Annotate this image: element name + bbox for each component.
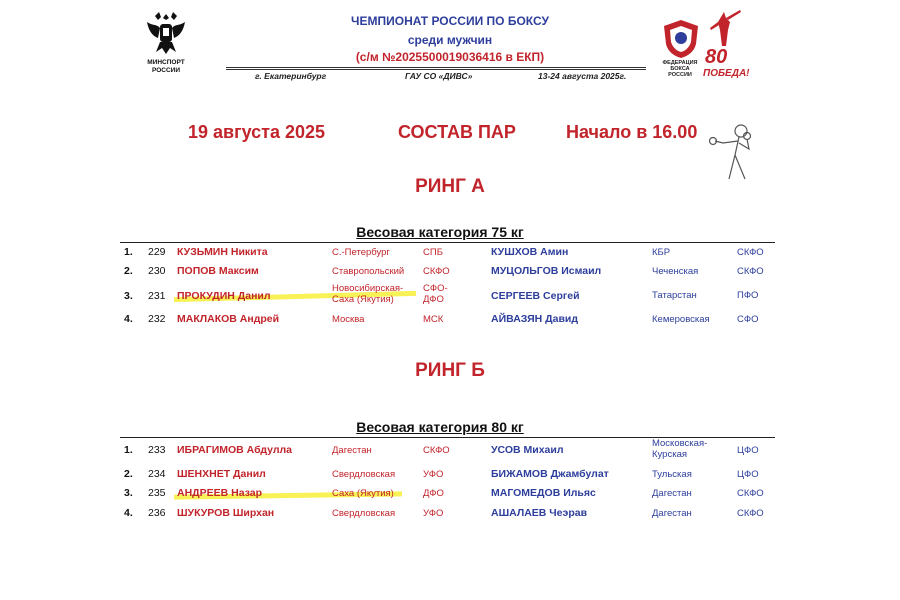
blue-corner-region: Кемеровская bbox=[652, 314, 710, 325]
bout-number: 231 bbox=[148, 290, 166, 302]
blue-corner-district: ПФО bbox=[737, 290, 759, 301]
red-corner-region: Новосибирская-Саха (Якутия) bbox=[332, 283, 404, 305]
federation-caption: ФЕДЕРАЦИЯ БОКСА РОССИИ bbox=[662, 60, 698, 78]
blue-corner-name: УСОВ Михаил bbox=[491, 444, 564, 456]
blue-corner-name: МУЦОЛЬГОВ Исмаил bbox=[491, 265, 602, 277]
red-corner-name: АНДРЕЕВ Назар bbox=[177, 487, 263, 499]
ring-a-divider bbox=[120, 242, 775, 243]
red-corner-name: ШЕНХНЕТ Данил bbox=[177, 468, 266, 480]
bout-number: 229 bbox=[148, 246, 166, 258]
table-row bbox=[0, 468, 900, 488]
ekp-number: (с/м №2025500019036416 в ЕКП) bbox=[355, 50, 545, 64]
red-corner-region: Свердловская bbox=[332, 508, 396, 519]
ring-a-weight-category: Весовая категория 75 кг bbox=[356, 224, 524, 240]
red-corner-region: Дагестан bbox=[332, 445, 372, 456]
table-row bbox=[0, 313, 900, 333]
blue-corner-district: СФО bbox=[737, 314, 759, 325]
federation-shield-icon bbox=[662, 18, 700, 60]
red-corner-name: КУЗЬМИН Никита bbox=[177, 246, 268, 258]
bout-number: 233 bbox=[148, 444, 166, 456]
bout-date: 19 августа 2025 bbox=[188, 122, 326, 142]
red-corner-name: ПРОКУДИН Данил bbox=[177, 290, 271, 302]
header-divider bbox=[226, 67, 646, 68]
anniversary-80: 80 bbox=[705, 46, 728, 68]
red-corner-region: Свердловская bbox=[332, 469, 396, 480]
blue-corner-region: Татарстан bbox=[652, 290, 697, 301]
double-headed-eagle-icon bbox=[143, 8, 189, 58]
red-corner-district: СФО-ДФО bbox=[423, 283, 448, 305]
bout-number: 230 bbox=[148, 265, 166, 277]
blue-corner-region: Тульская bbox=[652, 469, 692, 480]
blue-corner-district: СКФО bbox=[737, 508, 764, 519]
blue-corner-name: КУШХОВ Амин bbox=[491, 246, 569, 258]
table-row bbox=[0, 487, 900, 507]
blue-corner-region: КБР bbox=[652, 247, 671, 258]
blue-corner-region: Дагестан bbox=[652, 488, 692, 499]
red-corner-district: МСК bbox=[423, 314, 444, 325]
blue-corner-district: СКФО bbox=[737, 266, 764, 277]
bout-index: 4. bbox=[124, 313, 133, 325]
red-corner-district: СПБ bbox=[423, 247, 443, 258]
blue-corner-region: Московская-Курская bbox=[652, 438, 708, 460]
table-row bbox=[0, 282, 900, 310]
blue-corner-name: БИЖАМОВ Джамбулат bbox=[491, 468, 609, 480]
red-corner-name: ШУКУРОВ Ширхан bbox=[177, 507, 275, 519]
red-corner-district: СКФО bbox=[423, 266, 450, 277]
bout-index: 4. bbox=[124, 507, 133, 519]
red-corner-region: С.-Петербург bbox=[332, 247, 390, 258]
blue-corner-district: ЦФО bbox=[737, 469, 759, 480]
championship-subtitle: среди мужчин bbox=[407, 33, 493, 47]
bout-index: 3. bbox=[124, 487, 133, 499]
venue: ГАУ СО «ДИВС» bbox=[405, 71, 473, 81]
boxer-icon bbox=[705, 121, 765, 183]
table-row bbox=[0, 246, 900, 266]
bout-index: 1. bbox=[124, 246, 133, 258]
blue-corner-name: АЙВАЗЯН Давид bbox=[491, 313, 579, 325]
header-divider-2 bbox=[226, 69, 646, 70]
blue-corner-district: ЦФО bbox=[737, 445, 759, 456]
red-corner-region: Москва bbox=[332, 314, 365, 325]
minsport-caption: МИНСПОРТ РОССИИ bbox=[147, 59, 185, 74]
city: г. Екатеринбург bbox=[255, 71, 327, 81]
pobeda-label: ПОБЕДА! bbox=[703, 68, 750, 79]
blue-corner-district: СКФО bbox=[737, 488, 764, 499]
blue-corner-name: СЕРГЕЕВ Сергей bbox=[491, 290, 580, 302]
start-time: Начало в 16.00 bbox=[566, 122, 698, 142]
red-corner-district: СКФО bbox=[423, 445, 450, 456]
red-corner-name: МАКЛАКОВ Андрей bbox=[177, 313, 280, 325]
ring-b-title: РИНГ Б bbox=[415, 360, 485, 381]
bout-index: 1. bbox=[124, 444, 133, 456]
bout-index: 3. bbox=[124, 290, 133, 302]
bout-number: 232 bbox=[148, 313, 166, 325]
motherland-statue-icon bbox=[706, 8, 742, 48]
bout-number: 236 bbox=[148, 507, 166, 519]
championship-title: ЧЕМПИОНАТ РОССИИ ПО БОКСУ bbox=[351, 14, 549, 28]
blue-corner-name: МАГОМЕДОВ Ильяс bbox=[491, 487, 596, 499]
red-corner-region: Ставропольский bbox=[332, 266, 405, 277]
red-corner-name: ПОПОВ Максим bbox=[177, 265, 259, 277]
blue-corner-region: Дагестан bbox=[652, 508, 692, 519]
ring-b-weight-category: Весовая категория 80 кг bbox=[356, 419, 524, 435]
ring-a-title: РИНГ А bbox=[415, 176, 485, 197]
red-corner-district: УФО bbox=[423, 508, 444, 519]
table-row bbox=[0, 507, 900, 527]
red-corner-district: ДФО bbox=[423, 488, 444, 499]
red-corner-region: Саха (Якутия) bbox=[332, 488, 394, 499]
bout-index: 2. bbox=[124, 265, 133, 277]
victory-monument-logo bbox=[706, 8, 742, 48]
page-title: СОСТАВ ПАР bbox=[398, 122, 516, 142]
boxing-federation-logo bbox=[662, 18, 700, 60]
bout-number: 234 bbox=[148, 468, 166, 480]
bout-number: 235 bbox=[148, 487, 166, 499]
blue-corner-district: СКФО bbox=[737, 247, 764, 258]
event-dates: 13-24 августа 2025г. bbox=[538, 71, 627, 81]
blue-corner-region: Чеченская bbox=[652, 266, 699, 277]
bout-index: 2. bbox=[124, 468, 133, 480]
minsport-logo bbox=[140, 8, 192, 88]
table-row bbox=[0, 438, 900, 466]
blue-corner-name: АШАЛАЕВ Чеэрав bbox=[491, 507, 588, 519]
red-corner-name: ИБРАГИМОВ Абдулла bbox=[177, 444, 293, 456]
red-corner-district: УФО bbox=[423, 469, 444, 480]
